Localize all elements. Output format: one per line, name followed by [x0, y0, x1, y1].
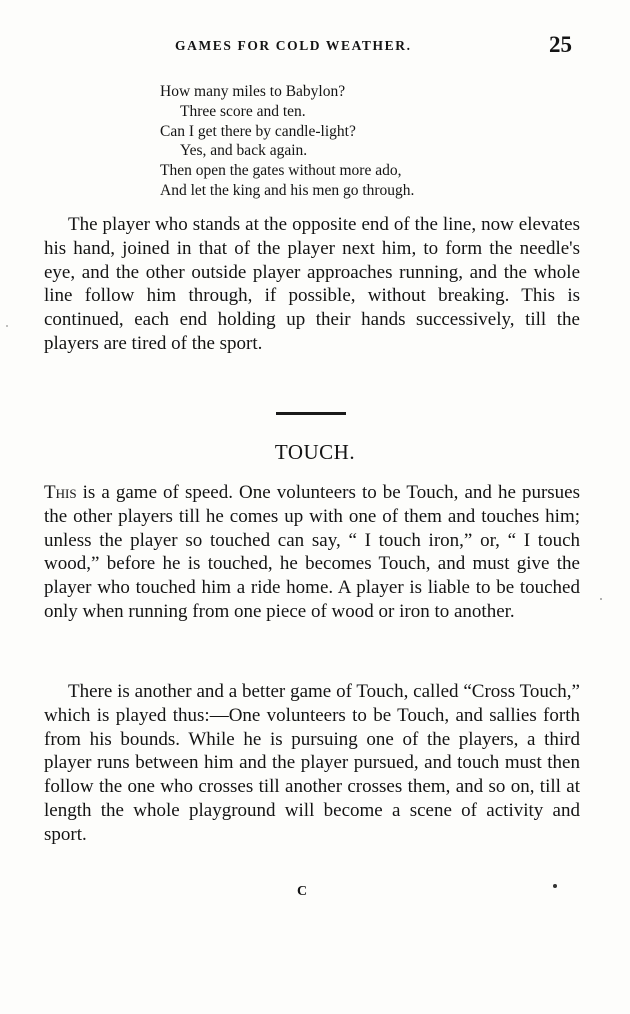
body-paragraph	[44, 481, 580, 624]
ink-speck	[553, 884, 557, 888]
verse-line: Yes, and back again.	[180, 142, 308, 160]
verse-line: And let the king and his men go through.	[160, 181, 415, 199]
verse-line: Then open the gates without more ado,	[160, 162, 402, 180]
verse-block	[160, 82, 520, 201]
paragraph-text: is a game of speed. One volunteers to be Touch, and he pursues the other players till he comes up with one of them and touches him; unless the player so touched can say, “ I touch iron,” or, “ I touch wood,” before he is touched, he becomes Touch, and must give the player who touched him a ride home. A player is liable to be touched only when running from one piece of wood or iron to another.	[44, 482, 580, 622]
section-divider	[276, 412, 346, 415]
page-header	[0, 32, 630, 58]
ink-speck	[6, 325, 8, 327]
verse-line: Three score and ten.	[180, 102, 306, 120]
ink-speck	[600, 598, 602, 600]
paragraph-lead-word: This	[44, 482, 77, 503]
body-paragraph: The player who stands at the opposite end of the line, now elevates his hand, joined in that of the player next him, to form the needle's eye, and the other outside player approaches running, and the whole line follow him through, if possible, without breaking. This is continued, each end holding up their hands successively, till the players are tired of the sport.	[44, 214, 580, 354]
body-paragraph: There is another and a better game of Touch, called “Cross Touch,” which is played thus:—One volunteers to be Touch, and sallies forth from his bounds. While he is pursuing one of the players, a third player runs between him and the player pursued, and touch must then follow the one who crosses till another crosses them, and so on, till at length the whole playground will become a scene of activity and sport.	[44, 681, 580, 845]
signature-mark: C	[297, 884, 308, 899]
section-title: TOUCH.	[274, 440, 356, 464]
verse-line: How many miles to Babylon?	[160, 83, 346, 100]
verse-line: Can I get there by candle-light?	[160, 122, 356, 140]
running-head: GAMES FOR COLD WEATHER.	[175, 38, 412, 53]
page-number: 25	[549, 32, 572, 57]
